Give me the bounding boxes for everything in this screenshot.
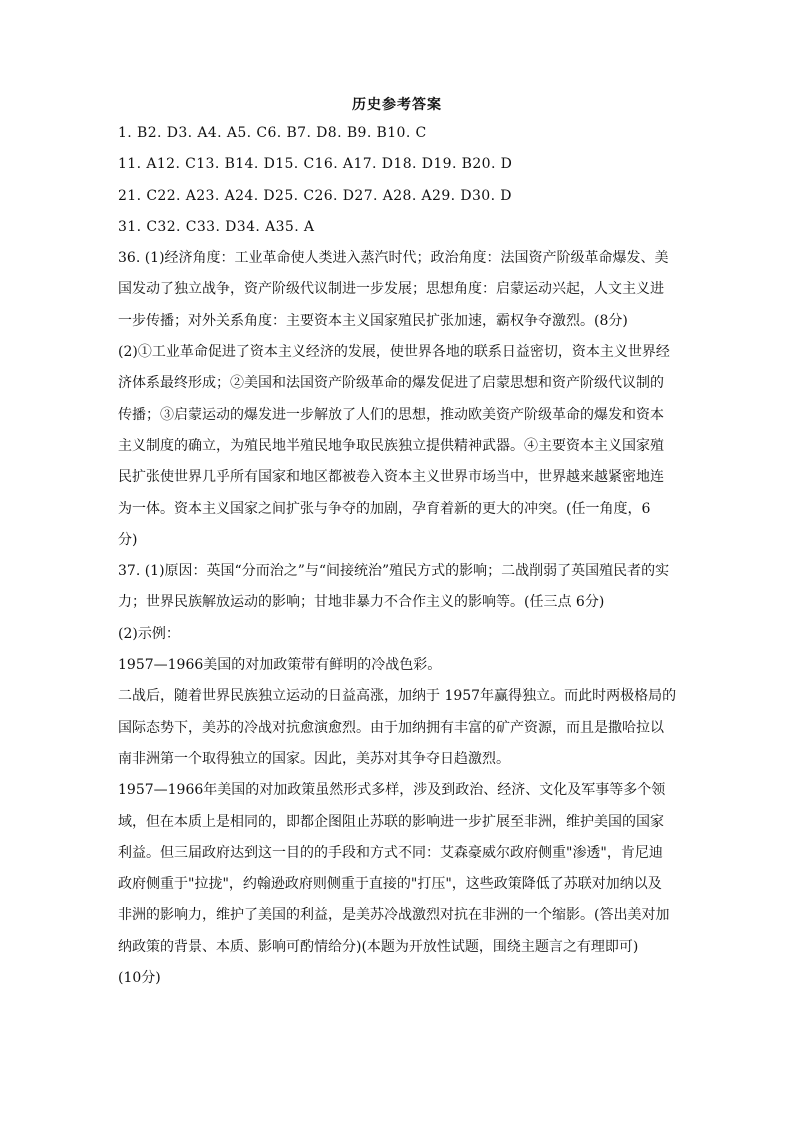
answer-row: 31. C32. C33. D34. A35. A [118, 218, 315, 235]
text-line: 南非洲第一个取得独立的国家。因此，美苏对其争夺日趋激烈。 [118, 750, 510, 767]
text-line: 民扩张使世界几乎所有国家和地区都被卷入资本主义世界市场当中，世界越来越紧密地连 [118, 469, 664, 486]
text-line: 36. (1)经济角度：工业革命使人类进入蒸汽时代；政治角度：法国资产阶级革命爆发、美 [118, 250, 669, 267]
answer-row: 11. A12. C13. B14. D15. C16. A17. D18. D19. B20. D [118, 156, 513, 173]
text-line: 37. (1)原因：英国“分而治之”与“间接统治”殖民方式的影响；二战削弱了英国殖民者的实 [118, 563, 670, 580]
page-title: 历史参考答案 [352, 97, 442, 113]
part-label: (2)示例： [118, 625, 180, 642]
text-line: 分) [118, 531, 138, 548]
question-37 [118, 556, 678, 994]
text-line: 一步传播；对外关系角度：主要资本主义国家殖民扩张加速，霸权争夺激烈。(8分) [118, 312, 628, 329]
text-line: 国际态势下，美苏的冷战对抗愈演愈烈。由于加纳拥有丰富的矿产资源，而且是撒哈拉以 [118, 719, 664, 736]
answer-row: 1. B2. D3. A4. A5. C6. B7. D8. B9. B10. C [118, 125, 427, 141]
thesis-line: 1957—1966美国的对加政策带有鲜明的冷战色彩。 [118, 657, 442, 674]
text-line: 二战后，随着世界民族独立运动的日益高涨，加纳于 1957年赢得独立。而此时两极格局的 [118, 688, 677, 705]
text-line: 利益。但三届政府达到这一目的的手段和方式不同：艾森豪威尔政府侧重"渗透"，肯尼迪 [118, 844, 663, 861]
text-line: 济体系最终形成；②美国和法国资产阶级革命的爆发促进了启蒙思想和资产阶级代议制的 [118, 375, 664, 392]
answer-row: 21. C22. A23. A24. D25. C26. D27. A28. A29. D30. D [118, 187, 512, 204]
answer-body [118, 118, 678, 994]
text-line: (2)①工业革命促进了资本主义经济的发展，使世界各地的联系日益密切，资本主义世界经 [118, 344, 670, 361]
text-line: (10分) [118, 970, 161, 987]
text-line: 1957—1966年美国的对加政策虽然形式多样，涉及到政治、经济、文化及军事等多个领 [118, 782, 666, 799]
choice-answers [118, 118, 678, 243]
text-line: 传播；③启蒙运动的爆发进一步解放了人们的思想，推动欧美资产阶级革命的爆发和资本 [118, 406, 664, 423]
text-line: 国发动了独立战争，资产阶级代议制进一步发展；思想角度：启蒙运动兴起，人文主义进 [118, 281, 664, 298]
text-line: 主义制度的确立，为殖民地半殖民地争取民族独立提供精神武器。④主要资本主义国家殖 [118, 437, 664, 454]
text-line: 域，但在本质上是相同的，即都企图阻止苏联的影响进一步扩展至非洲，维护美国的国家 [118, 813, 664, 830]
text-line: 力；世界民族解放运动的影响；甘地非暴力不合作主义的影响等。(任三点 6分) [118, 594, 605, 611]
text-line: 非洲的影响力，维护了美国的利益，是美苏冷战激烈对抗在非洲的一个缩影。(答出美对加 [118, 907, 670, 924]
text-line: 纳政策的背景、本质、影响可酌情给分)(本题为开放性试题，围绕主题言之有理即可) [118, 938, 639, 955]
text-line: 政府侧重于"拉拢"，约翰逊政府则侧重于直接的"打压"，这些政策降低了苏联对加纳以及 [118, 876, 662, 893]
text-line: 为一体。资本主义国家之间扩张与争夺的加剧，孕育着新的更大的冲突。(任一角度，6 [118, 500, 651, 517]
question-36 [118, 243, 678, 556]
